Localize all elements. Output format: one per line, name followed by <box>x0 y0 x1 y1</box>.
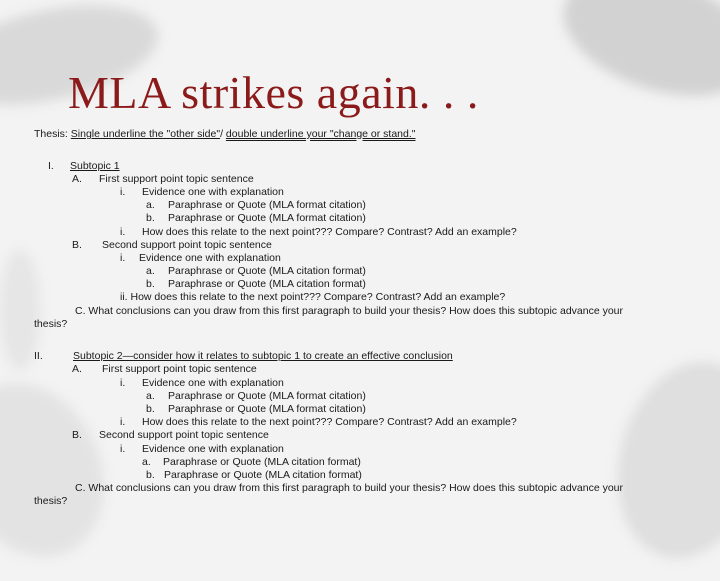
thesis-single-underline: Single underline the "other side" <box>70 128 221 140</box>
citation-line: Paraphrase or Quote (MLA format citation) <box>168 390 366 402</box>
citation-line: Paraphrase or Quote (MLA format citation) <box>168 403 366 415</box>
support-point: First support point topic sentence <box>99 173 254 185</box>
evidence-line: Evidence one with explanation <box>142 377 284 389</box>
relation-line: How does this relate to the next point??? Compare? Contrast? Add an example? <box>142 226 517 238</box>
outline-letter: B. <box>72 429 82 441</box>
citation-line: Paraphrase or Quote (MLA citation format) <box>163 456 361 468</box>
outline-letter: B. <box>72 239 82 251</box>
citation-line: Paraphrase or Quote (MLA citation format) <box>168 265 366 277</box>
outline-sub-letter: a. <box>146 265 155 277</box>
outline-roman: i. <box>120 416 126 428</box>
outline-roman: i. <box>120 186 126 198</box>
brush-stroke-decoration <box>597 345 720 574</box>
conclusion-line: C. What conclusions can you draw from this first paragraph to build your thesis? How does this subtopic advance your <box>75 305 624 317</box>
conclusion-continuation: thesis? <box>34 495 68 507</box>
citation-line: Paraphrase or Quote (MLA format citation) <box>168 199 366 211</box>
outline-letter: A. <box>72 363 82 375</box>
outline-numeral: I. <box>48 160 54 172</box>
citation-line: Paraphrase or Quote (MLA format citation) <box>168 212 366 224</box>
thesis-line <box>34 128 416 141</box>
outline-sub-letter: a. <box>146 390 155 402</box>
brush-stroke-decoration <box>548 0 720 118</box>
outline-letter: A. <box>72 173 82 185</box>
thesis-prefix: Thesis: <box>34 128 71 140</box>
outline-roman: i. <box>120 377 126 389</box>
evidence-line: Evidence one with explanation <box>142 443 284 455</box>
outline-sub-letter: b. <box>146 278 155 290</box>
outline-sub-letter: a. <box>142 456 151 468</box>
outline-sub-letter: b. <box>146 469 155 481</box>
outline-roman: i. <box>120 443 126 455</box>
outline-sub-letter: b. <box>146 403 155 415</box>
evidence-line: Evidence one with explanation <box>142 186 284 198</box>
thesis-double-underline: double underline your "change or stand." <box>225 128 416 140</box>
outline-sub-letter: b. <box>146 212 155 224</box>
support-point: Second support point topic sentence <box>99 429 269 441</box>
outline-numeral: II. <box>34 350 43 362</box>
subtopic-heading: Subtopic 2—consider how it relates to subtopic 1 to create an effective conclusion <box>73 350 453 362</box>
relation-line: ii. How does this relate to the next point??? Compare? Contrast? Add an example? <box>120 291 506 303</box>
evidence-line: Evidence one with explanation <box>139 252 281 264</box>
support-point: Second support point topic sentence <box>102 239 272 251</box>
outline-roman: i. <box>120 226 126 238</box>
outline-roman: i. <box>120 252 126 264</box>
relation-line: How does this relate to the next point??? Compare? Contrast? Add an example? <box>142 416 517 428</box>
citation-line: Paraphrase or Quote (MLA citation format) <box>168 278 366 290</box>
conclusion-line: C. What conclusions can you draw from this first paragraph to build your thesis? How does this subtopic advance your <box>75 482 624 494</box>
brush-stroke-decoration <box>0 359 131 581</box>
thesis-separator: / <box>220 128 226 140</box>
support-point: First support point topic sentence <box>102 363 257 375</box>
slide-title: MLA strikes again. . . <box>68 67 479 118</box>
subtopic-heading: Subtopic 1 <box>70 160 120 172</box>
conclusion-continuation: thesis? <box>34 318 68 330</box>
citation-line: Paraphrase or Quote (MLA citation format) <box>164 469 362 481</box>
outline-sub-letter: a. <box>146 199 155 211</box>
